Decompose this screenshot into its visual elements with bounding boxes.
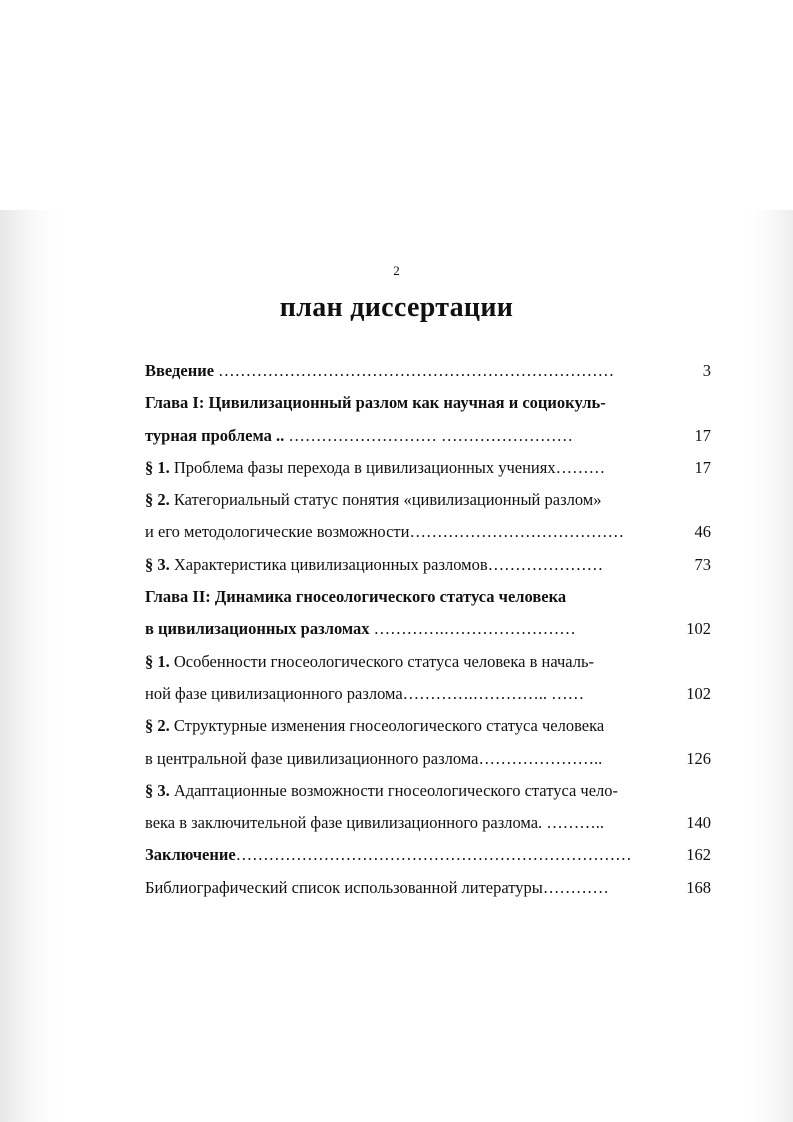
toc-entry-ch1-s2-cont bbox=[145, 519, 720, 551]
toc-section-mark: § 1. bbox=[145, 457, 170, 477]
toc-chapter1-title-line1: Глава I: Цивилизационный разлом как научная и социокуль- bbox=[145, 393, 606, 413]
toc-section-text: Структурные изменения гносеологического статуса человека bbox=[169, 716, 605, 736]
toc-chapter2-heading-cont bbox=[145, 616, 720, 648]
toc-introduction-page: 3 bbox=[702, 361, 711, 380]
toc-entry-introduction bbox=[145, 358, 720, 390]
toc-chapter1-title-line2: турная проблема .. bbox=[145, 425, 285, 445]
toc-chapter1-heading-cont bbox=[145, 423, 720, 455]
toc-section-text-cont: века в заключительной фазе цивилизационного разлома. ……….. bbox=[145, 813, 605, 833]
toc-entry-ch2-s1 bbox=[145, 649, 720, 681]
toc-introduction-dots: ……………………………………………………………… bbox=[218, 361, 615, 380]
toc-bibliography-label: Библиографический список использованной литературы………… bbox=[145, 877, 609, 897]
toc-section-page: 46 bbox=[694, 522, 711, 542]
toc-section-text: Особенности гносеологического статуса человека в началь- bbox=[169, 651, 595, 671]
toc-section-text-cont: и его методологические возможности………………………………… bbox=[145, 522, 624, 542]
toc-chapter2-title-line1: Глава II: Динамика гносеологического статуса человека bbox=[145, 587, 567, 607]
toc-section-mark: § 2. bbox=[145, 490, 170, 510]
toc-section-text: Проблема фазы перехода в цивилизационных учениях……… bbox=[169, 457, 606, 477]
toc-section-page: 140 bbox=[686, 813, 711, 833]
toc-entry-ch1-s1 bbox=[145, 455, 720, 487]
toc-chapter1-dots: ……………………… …………………… bbox=[284, 425, 573, 445]
toc-chapter1-page: 17 bbox=[694, 425, 711, 445]
toc-chapter2-title-line2: в цивилизационных разломах bbox=[145, 619, 370, 639]
toc-section-mark: § 1. bbox=[145, 651, 170, 671]
toc-conclusion-label: Заключение bbox=[145, 845, 236, 865]
toc-chapter2-heading bbox=[145, 584, 720, 616]
toc-section-text-cont: ной фазе цивилизационного разлома………….………….. …… bbox=[145, 683, 585, 703]
toc-section-page: 73 bbox=[694, 554, 711, 574]
toc-entry-ch2-s2 bbox=[145, 713, 720, 745]
toc-introduction-label: Введение bbox=[145, 361, 215, 380]
toc-chapter2-page: 102 bbox=[686, 619, 711, 639]
toc-section-page: 126 bbox=[686, 748, 711, 768]
toc-chapter1-heading bbox=[145, 390, 720, 422]
toc-conclusion-page: 162 bbox=[686, 845, 711, 865]
toc-conclusion-dots: ……………………………………………………………… bbox=[235, 845, 632, 865]
toc-entry-ch2-s3-cont bbox=[145, 810, 720, 842]
toc-entry-ch2-s2-cont bbox=[145, 746, 720, 778]
toc-entry-conclusion bbox=[145, 842, 720, 874]
toc-entry-ch1-s3 bbox=[145, 552, 720, 584]
toc-entry-ch1-s2 bbox=[145, 487, 720, 519]
toc-section-page: 17 bbox=[694, 457, 711, 477]
toc-section-mark: § 2. bbox=[145, 716, 170, 736]
toc-section-text-cont: в центральной фазе цивилизационного разлома………………….. bbox=[145, 748, 603, 768]
toc-entry-ch2-s1-cont bbox=[145, 681, 720, 713]
toc-bibliography-page: 168 bbox=[686, 877, 711, 897]
page-number: 2 bbox=[393, 263, 400, 278]
toc-section-text: Характеристика цивилизационных разломов………………… bbox=[169, 554, 604, 574]
toc-section-text: Адаптационные возможности гносеологического статуса чело- bbox=[169, 780, 619, 800]
toc-section-text: Категориальный статус понятия «цивилизационный разлом» bbox=[169, 490, 602, 510]
toc-section-mark: § 3. bbox=[145, 554, 170, 574]
toc-chapter2-dots: ………….…………………… bbox=[369, 619, 576, 639]
toc-entry-bibliography bbox=[145, 875, 720, 907]
toc-entry-ch2-s3 bbox=[145, 778, 720, 810]
toc-section-mark: § 3. bbox=[145, 780, 170, 800]
page-title: план диссертации bbox=[279, 292, 514, 323]
toc-section-page: 102 bbox=[686, 683, 711, 703]
table-of-contents bbox=[145, 358, 720, 907]
